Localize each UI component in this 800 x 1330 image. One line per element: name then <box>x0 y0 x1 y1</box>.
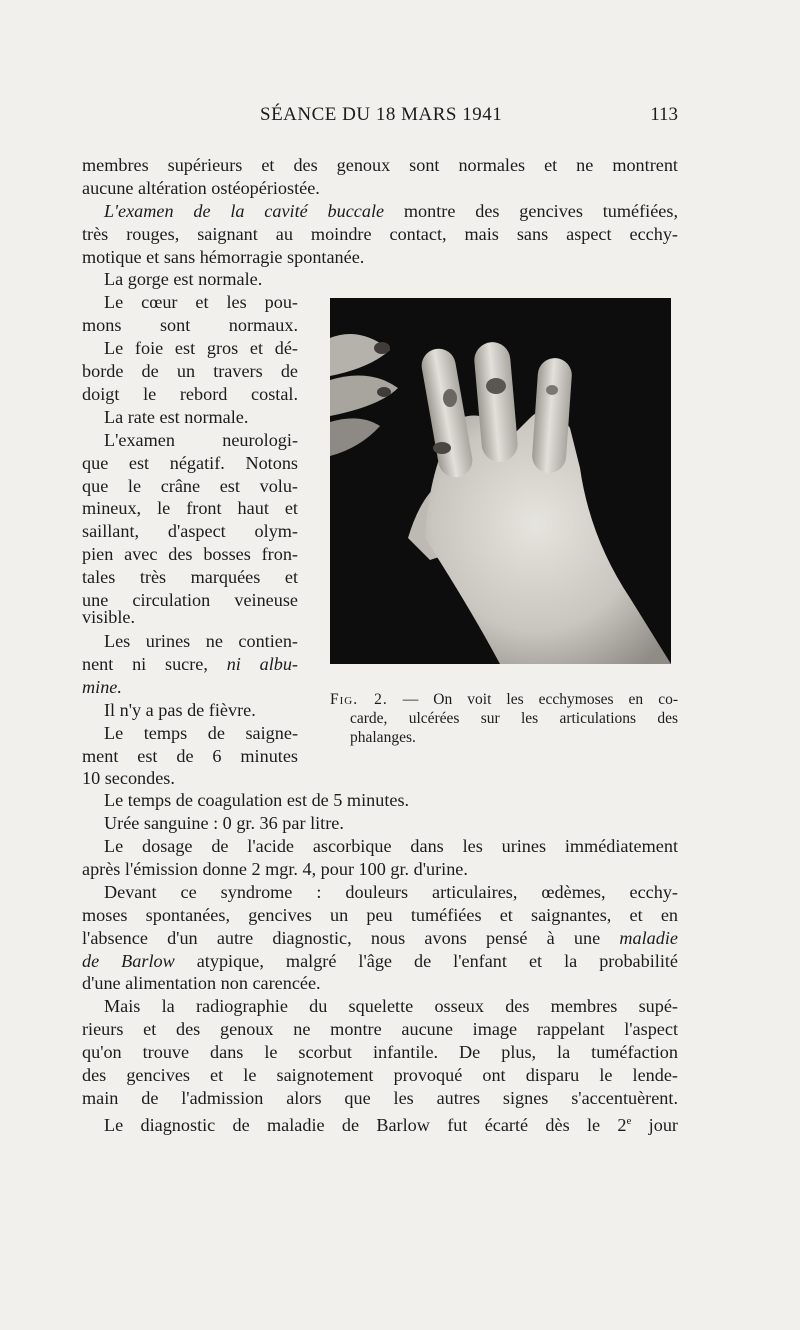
text-line: que le crâne est volu- <box>82 476 298 496</box>
text-line <box>82 676 298 699</box>
text-line: que est négatif. Notons <box>82 453 298 473</box>
text-line: borde de un travers de <box>82 361 298 381</box>
figure-label: Fig. 2. <box>330 691 388 708</box>
italic-phrase: de Barlow <box>82 951 175 971</box>
text-line: saillant, d'aspect olym- <box>82 521 298 541</box>
page-header <box>82 104 678 134</box>
text-line: motique et sans hémorragie spontanée. <box>82 247 365 267</box>
text-line: une circulation veineuse <box>82 590 298 610</box>
text-line <box>82 200 678 223</box>
text-line: Mais la radiographie du squelette osseux des membres supé- <box>104 996 678 1016</box>
italic-phrase: L'examen de la cavité buccale <box>104 201 385 221</box>
text-line: moses spontanées, gencives un peu tuméfiées et saignantes, et en <box>82 905 678 925</box>
text-line: mineux, le front haut et <box>82 498 298 518</box>
text-line: doigt le rebord costal. <box>82 384 298 404</box>
running-title: SÉANCE DU 18 MARS 1941 <box>260 104 503 125</box>
text-line: membres supérieurs et des genoux sont normales et ne montrent <box>82 155 678 175</box>
italic-phrase: mine. <box>82 677 122 697</box>
italic-phrase: maladie <box>619 928 678 948</box>
text-line: main de l'admission alors que les autres signes s'accentuèrent. <box>82 1088 678 1108</box>
text-line: 10 secondes. <box>82 768 175 788</box>
text-line: La rate est normale. <box>104 407 249 427</box>
text-line: mons sont normaux. <box>82 315 298 335</box>
text-line: Devant ce syndrome : douleurs articulaires, œdèmes, ecchy- <box>104 882 678 902</box>
caption-text: — On voit les ecchymoses en co- <box>387 691 678 708</box>
text-line: ment est de 6 minutes <box>82 746 298 766</box>
text-line: La gorge est normale. <box>104 269 263 289</box>
text-line: pien avec des bosses fron- <box>82 544 298 564</box>
text-line: d'une alimentation non carencée. <box>82 973 321 993</box>
hand-photo <box>330 298 671 664</box>
text-span: atypique, malgré l'âge de l'enfant et la probabilité <box>174 951 678 971</box>
text-line: L'examen neurologi- <box>104 430 298 450</box>
superscript: e <box>626 1115 632 1127</box>
text-line <box>82 1110 678 1137</box>
caption-line <box>330 690 678 709</box>
text-line <box>82 950 678 973</box>
text-line: très rouges, saignant au moindre contact, mais sans aspect ecchy- <box>82 224 678 244</box>
text-line: qu'on trouve dans le scorbut infantile. De plus, la tuméfaction <box>82 1042 678 1062</box>
caption-line: phalanges. <box>350 729 416 746</box>
text-line: Le cœur et les pou- <box>104 292 298 312</box>
text-line: après l'émission donne 2 mgr. 4, pour 100 gr. d'urine. <box>82 859 468 879</box>
text-span: montre des gencives tuméfiées, <box>384 201 678 221</box>
text-line: Urée sanguine : 0 gr. 36 par litre. <box>104 813 344 833</box>
italic-phrase: ni albu- <box>226 654 298 674</box>
figure-photograph-hand <box>330 298 671 664</box>
text-line: Le foie est gros et dé- <box>104 338 298 358</box>
text-line: tales très marquées et <box>82 567 298 587</box>
text-line: Le temps de saigne- <box>104 723 298 743</box>
text-line: rieurs et des genoux ne montre aucune image rappelant l'aspect <box>82 1019 678 1039</box>
text-span: Le diagnostic de maladie de Barlow fut écarté dès le 2 <box>104 1115 627 1136</box>
text-line: des gencives et le saignotement provoqué ont disparu le lende- <box>82 1065 678 1085</box>
text-line: Le temps de coagulation est de 5 minutes. <box>104 790 410 810</box>
text-span: jour <box>631 1115 678 1136</box>
text-span: nent ni sucre, <box>82 654 227 674</box>
text-line: visible. <box>82 607 136 627</box>
text-line: Les urines ne contien- <box>104 631 298 651</box>
text-line <box>82 927 678 950</box>
page-number: 113 <box>650 104 678 125</box>
text-line: aucune altération ostéopériostée. <box>82 178 320 198</box>
text-span: l'absence d'un autre diagnostic, nous avons pensé à une <box>82 928 620 948</box>
caption-line: carde, ulcérées sur les articulations des <box>350 710 678 727</box>
text-line: Le dosage de l'acide ascorbique dans les urines immédiatement <box>104 836 678 856</box>
text-line: Il n'y a pas de fièvre. <box>104 700 256 720</box>
text-line <box>82 653 298 676</box>
